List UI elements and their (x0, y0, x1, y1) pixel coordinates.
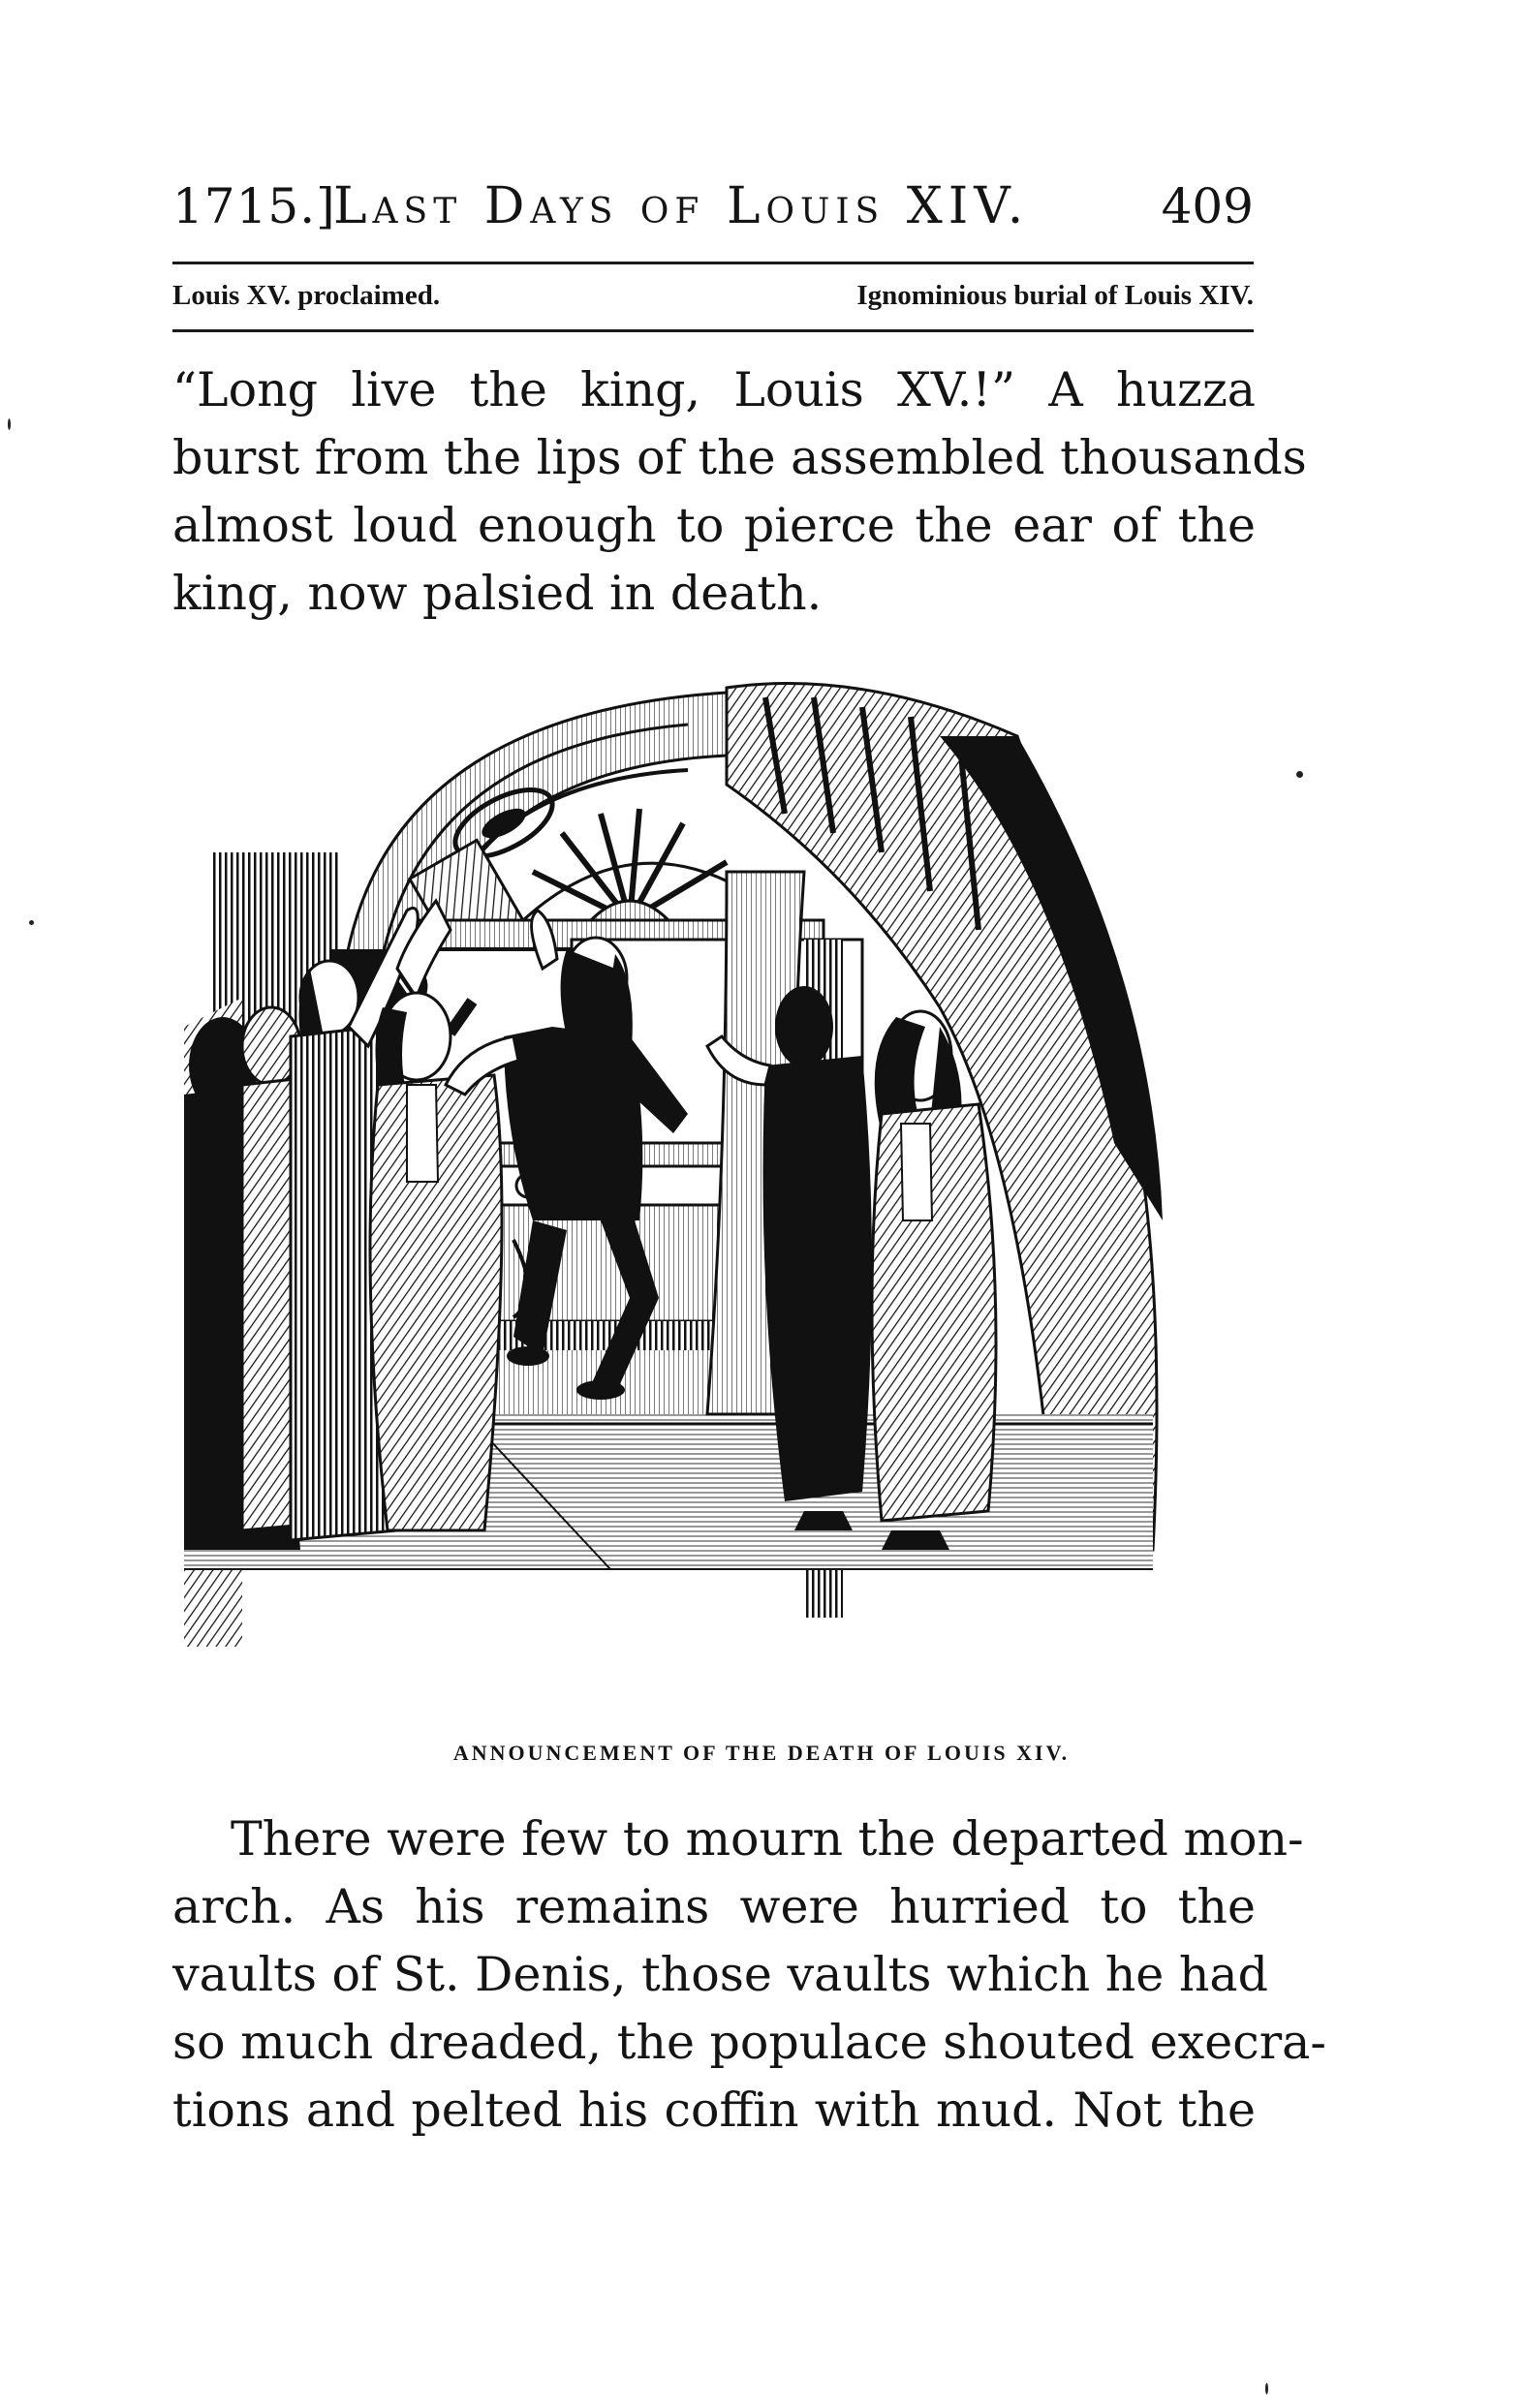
ink-speck (29, 920, 34, 925)
paragraph-line: tions and pelted his coffin with mud. Not the (172, 2083, 1256, 2138)
ink-speck (8, 418, 11, 430)
paragraph-line: king, now palsied in death. (172, 566, 823, 621)
paragraph-line: vaults of St. Denis, those vaults which he had (172, 1947, 1268, 2002)
paragraph-line: so much dreaded, the populace shouted execra- (172, 2015, 1326, 2070)
running-head-year: 1715.] (172, 178, 336, 234)
paragraph-line: almost loud enough to pierce the ear of the (172, 498, 1256, 553)
ink-speck (1296, 771, 1303, 778)
illustration-caption: ANNOUNCEMENT OF THE DEATH OF LOUIS XIV. (452, 1741, 1071, 1765)
paragraph-line: arch. As his remains were hurried to the (172, 1879, 1256, 1934)
engraving-illustration (184, 678, 1250, 1724)
ink-speck (1265, 2383, 1268, 2394)
page-number: 409 (1161, 178, 1254, 234)
paragraph-line: “Long live the king, Louis XV.!” A huzza (172, 362, 1256, 417)
header-rule-bottom (172, 329, 1254, 332)
paragraph-line: burst from the lips of the assembled thousands (172, 430, 1307, 485)
paragraph-2 (172, 1806, 1326, 2145)
header-rule-top (172, 262, 1254, 264)
subhead-right: Ignominious burial of Louis XIV. (856, 280, 1254, 311)
subhead-left: Louis XV. proclaimed. (172, 280, 441, 311)
fan-window (523, 809, 746, 920)
running-head (172, 172, 1254, 250)
paragraph-1 (172, 356, 1307, 628)
running-head-title: Last Days of Louis XIV. (333, 177, 1030, 235)
paragraph-line: There were few to mourn the departed mon- (231, 1811, 1304, 1867)
